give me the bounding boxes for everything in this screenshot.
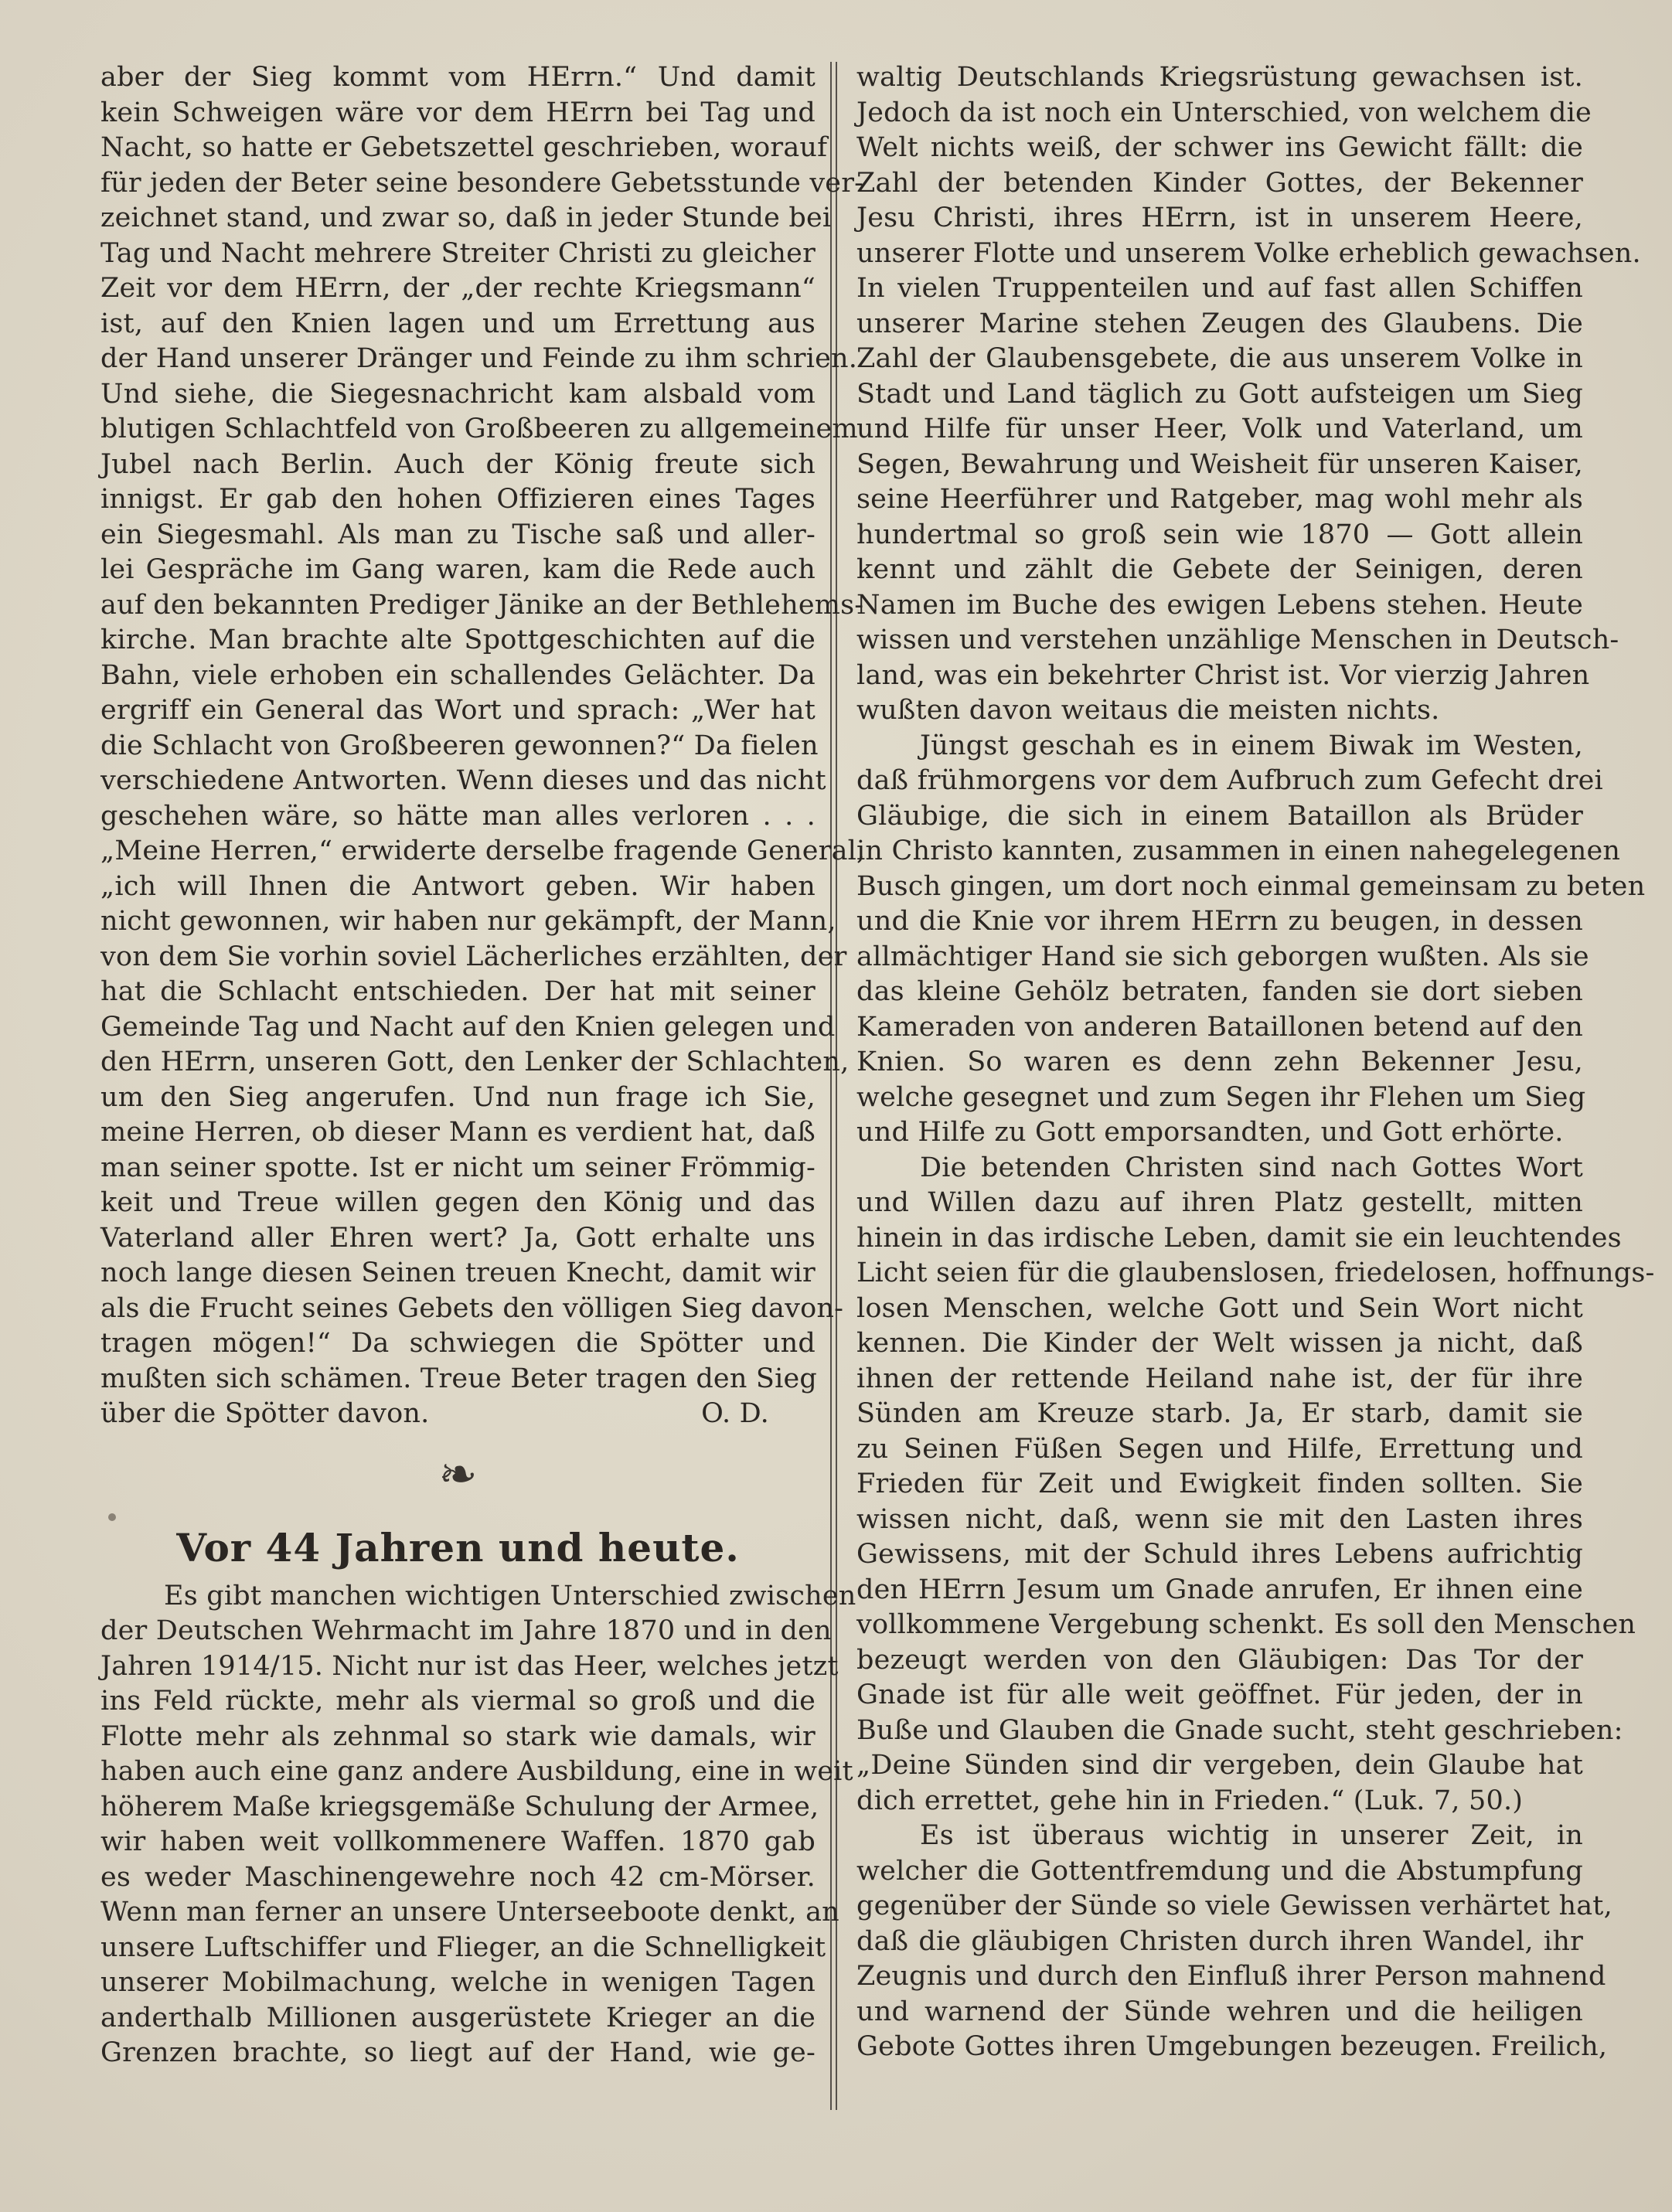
text-line: und warnend der Sünde wehren und die heiligen — [856, 1996, 1583, 2027]
text-line: allmächtiger Hand sie sich geborgen wußten. Als sie — [856, 941, 1589, 972]
text-line: aber der Sieg kommt vom HErrn.“ Und damit — [100, 62, 816, 93]
text-line: es weder Maschinengewehre noch 42 cm-Mörser. — [100, 1861, 816, 1893]
text-line: losen Menschen, welche Gott und Sein Wort nicht — [856, 1292, 1583, 1324]
text-line: Jubel nach Berlin. Auch der König freute sich — [100, 448, 816, 480]
text-line: Welt nichts weiß, der schwer ins Gewicht fällt: die — [856, 132, 1583, 163]
text-line: unserer Marine stehen Zeugen des Glaubens. Die — [856, 308, 1583, 339]
paragraph — [856, 1819, 1612, 2065]
text-line: welcher die Gottentfremdung und die Abstumpfung — [856, 1855, 1583, 1887]
text-line: Busch gingen, um dort noch einmal gemeinsam zu beten — [856, 870, 1646, 902]
text-line: hat die Schlacht entschieden. Der hat mit seiner — [100, 976, 816, 1007]
text-line: meine Herren, ob dieser Mann es verdient hat, daß — [100, 1117, 816, 1148]
article-heading: Vor 44 Jahren und heute. — [176, 1524, 740, 1571]
text-line: und Willen dazu auf ihren Platz gestellt, mitten — [856, 1187, 1583, 1218]
text-line: kirche. Man brachte alte Spottgeschichten auf die — [100, 624, 816, 655]
text-line: hundertmal so groß sein wie 1870 — Gott allein — [856, 519, 1583, 550]
text-line: Buße und Glauben die Gnade sucht, steht geschrieben: — [856, 1714, 1623, 1746]
text-line: kennen. Die Kinder der Welt wissen ja nicht, daß — [856, 1328, 1583, 1359]
text-line: waltig Deutschlands Kriegsrüstung gewachsen ist. — [856, 62, 1583, 93]
text-line: Sünden am Kreuze starb. Ja, Er starb, damit sie — [856, 1398, 1583, 1429]
text-line: ergriff ein General das Wort und sprach: „Wer hat — [100, 695, 816, 726]
paragraph — [856, 729, 1646, 1151]
text-line: hinein in das irdische Leben, damit sie ein leuchtendes — [856, 1222, 1622, 1254]
text-line: seine Heerführer und Ratgeber, mag wohl mehr als — [856, 484, 1583, 515]
text-line: Tag und Nacht mehrere Streiter Christi zu gleicher — [100, 237, 816, 269]
text-line: um den Sieg angerufen. Und nun frage ich Sie, — [100, 1081, 816, 1113]
text-line: lei Gespräche im Gang waren, kam die Rede auch — [100, 554, 816, 585]
text-line: zeichnet stand, und zwar so, daß in jeder Stunde bei — [100, 202, 832, 233]
text-line: Gebote Gottes ihren Umgebungen bezeugen. Freilich, — [856, 2031, 1608, 2062]
text-line: Stadt und Land täglich zu Gott aufsteigen um Sieg — [856, 378, 1583, 410]
text-line: „ich will Ihnen die Antwort geben. Wir haben — [100, 870, 816, 902]
text-line: als die Frucht seines Gebets den völligen Sieg davon- — [100, 1292, 844, 1324]
text-line: ihnen der rettende Heiland nahe ist, der für ihre — [856, 1363, 1583, 1394]
section-ornament — [100, 1432, 816, 1517]
text-line: und die Knie vor ihrem HErrn zu beugen, in dessen — [856, 906, 1583, 937]
text-line: den HErrn, unseren Gott, den Lenker der Schlachten, — [100, 1046, 850, 1077]
text-line: für jeden der Beter seine besondere Gebetsstunde ver- — [100, 167, 864, 199]
text-line: der Hand unserer Dränger und Feinde zu ihm schrien. — [100, 343, 858, 374]
text-line: Vaterland aller Ehren wert? Ja, Gott erhalte uns — [100, 1222, 816, 1254]
text-line: ist, auf den Knien lagen und um Errettung aus — [100, 308, 816, 339]
text-line: Frieden für Zeit und Ewigkeit finden sollten. Sie — [856, 1468, 1583, 1499]
text-line: das kleine Gehölz betraten, fanden sie dort sieben — [856, 976, 1583, 1007]
text-line: Und siehe, die Siegesnachricht kam alsbald vom — [100, 378, 816, 410]
text-line: tragen mögen!“ Da schwiegen die Spötter und — [100, 1328, 816, 1359]
text-line: der Deutschen Wehrmacht im Jahre 1870 und in den — [100, 1615, 832, 1646]
text-line: Gemeinde Tag und Nacht auf den Knien gelegen und — [100, 1011, 836, 1043]
signature-line — [100, 1397, 816, 1432]
text-line: Kameraden von anderen Bataillonen betend auf den — [856, 1011, 1583, 1043]
text-line: auf den bekannten Prediger Jänike an der Bethlehems- — [100, 589, 864, 621]
text-line: Gläubige, die sich in einem Bataillon als Brüder — [856, 800, 1583, 832]
text-line: zu Seinen Füßen Segen und Hilfe, Errettung und — [856, 1433, 1583, 1465]
text-line: Es ist überaus wichtig in unserer Zeit, in — [920, 1820, 1583, 1851]
text-line: welche gesegnet und zum Segen ihr Flehen um Sieg — [856, 1081, 1586, 1113]
text-line: Es gibt manchen wichtigen Unterschied zwischen — [164, 1580, 856, 1611]
author-signature: O. D. — [701, 1398, 769, 1429]
text-line: Segen, Bewahrung und Weisheit für unseren Kaiser, — [856, 448, 1583, 480]
text-line: von dem Sie vorhin soviel Lächerliches erzählten, der — [100, 941, 847, 972]
text-line: bezeugt werden von den Gläubigen: Das Tor der — [856, 1644, 1583, 1676]
text-line: nicht gewonnen, wir haben nur gekämpft, der Mann, — [100, 906, 836, 937]
text-line: „Deine Sünden sind dir vergeben, dein Glaube hat — [856, 1750, 1583, 1781]
text-line: und Hilfe für unser Heer, Volk und Vaterland, um — [856, 413, 1583, 444]
text-line: wir haben weit vollkommenere Waffen. 1870 gab — [100, 1826, 816, 1857]
text-line: ins Feld rückte, mehr als viermal so groß und die — [100, 1686, 816, 1717]
left-top-text — [100, 60, 866, 1397]
text-line: Licht seien für die glaubenslosen, friedelosen, hoffnungs- — [856, 1257, 1655, 1288]
text-line: wissen nicht, daß, wenn sie mit den Lasten ihres — [856, 1503, 1583, 1535]
text-line: In vielen Truppenteilen und auf fast allen Schiffen — [856, 273, 1583, 304]
text-line: Nacht, so hatte er Gebetszettel geschrieben, worauf — [100, 132, 828, 163]
text-line: Wenn man ferner an unsere Unterseeboote denkt, an — [100, 1897, 839, 1928]
text-line: Knien. So waren es denn zehn Bekenner Jesu, — [856, 1046, 1583, 1077]
text-line: unserer Flotte und unserem Volke erheblich gewachsen. — [856, 237, 1641, 269]
text-line: daß frühmorgens vor dem Aufbruch zum Gefecht drei — [856, 765, 1603, 796]
text-line: Grenzen brachte, so liegt auf der Hand, wie ge- — [100, 2037, 816, 2068]
text-line: Jahren 1914/15. Nicht nur ist das Heer, welches jetzt — [100, 1650, 839, 1682]
text-line: die Schlacht von Großbeeren gewonnen?“ Da fielen — [100, 730, 819, 761]
text-line: Gewissens, mit der Schuld ihres Lebens aufrichtig — [856, 1539, 1583, 1570]
text-line: vollkommene Vergebung schenkt. Es soll den Menschen — [856, 1609, 1636, 1640]
text-line: unserer Mobilmachung, welche in wenigen Tagen — [100, 1967, 816, 1998]
text-line: geschehen wäre, so hätte man alles verloren . . . — [100, 800, 816, 832]
text-line: Zeugnis und durch den Einfluß ihrer Person mahnend — [856, 1961, 1606, 1992]
text-line: Bahn, viele erhoben ein schallendes Gelächter. Da — [100, 659, 816, 691]
closing-line: über die Spötter davon. — [100, 1398, 430, 1429]
text-line: Zeit vor dem HErrn, der „der rechte Kriegsmann“ — [100, 273, 816, 304]
text-line: man seiner spotte. Ist er nicht um seiner Frömmig- — [100, 1152, 816, 1183]
text-line: unsere Luftschiffer und Flieger, an die Schnelligkeit — [100, 1931, 826, 1963]
text-line: den HErrn Jesum um Gnade anrufen, Er ihnen eine — [856, 1574, 1583, 1605]
text-line: blutigen Schlachtfeld von Großbeeren zu allgemeinem — [100, 413, 858, 444]
text-line: haben auch eine ganz andere Ausbildung, eine in weit — [100, 1756, 853, 1787]
paragraph — [856, 1151, 1655, 1819]
text-line: Gnade ist für alle weit geöffnet. Für jeden, der in — [856, 1679, 1583, 1710]
text-line: Die betenden Christen sind nach Gottes Wort — [920, 1152, 1583, 1183]
right-column — [856, 60, 1655, 2065]
text-line: Jüngst geschah es in einem Biwak im Westen, — [920, 730, 1583, 761]
text-line: daß die gläubigen Christen durch ihren Wandel, ihr — [856, 1925, 1583, 1957]
paragraph — [856, 60, 1641, 729]
text-line: gegenüber der Sünde so viele Gewissen verhärtet hat, — [856, 1890, 1612, 1921]
text-line: innigst. Er gab den hohen Offizieren eines Tages — [100, 484, 816, 515]
text-line: keit und Treue willen gegen den König und das — [100, 1187, 816, 1218]
left-column — [100, 60, 866, 2071]
text-line: höherem Maße kriegsgemäße Schulung der Armee, — [100, 1791, 819, 1822]
fleuron-icon: ❧ — [438, 1447, 478, 1502]
text-line: Flotte mehr als zehnmal so stark wie damals, wir — [100, 1720, 816, 1752]
text-line: Jesu Christi, ihres HErrn, ist in unserem Heere, — [856, 202, 1583, 233]
text-line: Namen im Buche des ewigen Lebens stehen. Heute — [856, 589, 1583, 621]
left-bottom-text — [100, 1579, 856, 2071]
text-line: „Meine Herren,“ erwiderte derselbe fragende General, — [100, 835, 866, 866]
text-line: Zahl der betenden Kinder Gottes, der Bekenner — [856, 167, 1583, 199]
text-line: dich errettet, gehe hin in Frieden.“ (Luk. 7, 50.) — [856, 1785, 1524, 1816]
text-line: wissen und verstehen unzählige Menschen in Deutsch- — [856, 624, 1619, 655]
text-line: in Christo kannten, zusammen in einen nahegelegenen — [856, 835, 1621, 866]
text-line: wußten davon weitaus die meisten nichts. — [856, 695, 1440, 726]
text-line: kein Schweigen wäre vor dem HErrn bei Tag und — [100, 97, 816, 128]
text-line: noch lange diesen Seinen treuen Knecht, damit wir — [100, 1257, 816, 1288]
text-line: anderthalb Millionen ausgerüstete Krieger an die — [100, 2002, 816, 2033]
text-line: mußten sich schämen. Treue Beter tragen den Sieg — [100, 1363, 817, 1394]
text-line: und Hilfe zu Gott emporsandten, und Gott erhörte. — [856, 1117, 1564, 1148]
text-line: Jedoch da ist noch ein Unterschied, von welchem die — [856, 97, 1592, 128]
text-line: ein Siegesmahl. Als man zu Tische saß und aller- — [100, 519, 816, 550]
text-line: verschiedene Antworten. Wenn dieses und das nicht — [100, 765, 826, 796]
text-line: Zahl der Glaubensgebete, die aus unserem Volke in — [856, 343, 1583, 374]
text-line: kennt und zählt die Gebete der Seinigen, deren — [856, 554, 1583, 585]
text-line: land, was ein bekehrter Christ ist. Vor vierzig Jahren — [856, 659, 1590, 691]
